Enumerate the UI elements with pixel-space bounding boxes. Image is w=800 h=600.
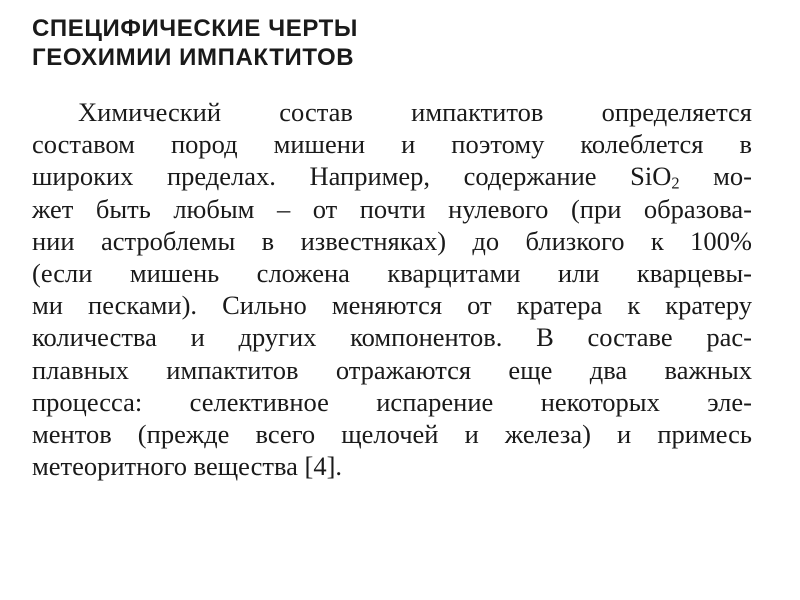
paragraph-line-6: (если мишень сложена кварцитами или кварцевы- [32,258,752,289]
body-paragraph [32,96,752,482]
paragraph-line-12: метеоритного вещества [4]. [32,451,343,482]
paragraph-line-3 [32,160,752,192]
paragraph-line-9: плавных импактитов отражаются еще два важных [32,354,752,385]
paragraph-line-4: жет быть любым – от почти нулевого (при образова- [32,193,752,224]
paragraph-line-11: ментов (прежде всего щелочей и железа) и примесь [32,419,752,450]
paragraph-line-5: нии астроблемы в известняках) до близкого к 100% [32,225,752,256]
paragraph-line-3-end: мо- [679,161,752,192]
heading-line-1: СПЕЦИФИЧЕСКИЕ ЧЕРТЫ [32,15,359,42]
paragraph-line-10: процесса: селективное испарение некоторых эле- [32,386,752,417]
section-heading [32,14,752,72]
paragraph-line-8: количества и других компонентов. В составе рас- [32,322,752,353]
document-page [32,14,752,482]
paragraph-line-2: составом пород мишени и поэтому колеблется в [32,129,752,160]
paragraph-line-1: Химический состав импактитов определяется [78,97,752,127]
paragraph-line-3-start: широких пределах. Например, содержание SiO [32,161,672,192]
heading-line-2: ГЕОХИМИИ ИМПАКТИТОВ [32,44,355,71]
paragraph-line-7: ми песками). Сильно меняются от кратера к кратеру [32,290,752,321]
sio2-subscript: 2 [671,174,680,194]
